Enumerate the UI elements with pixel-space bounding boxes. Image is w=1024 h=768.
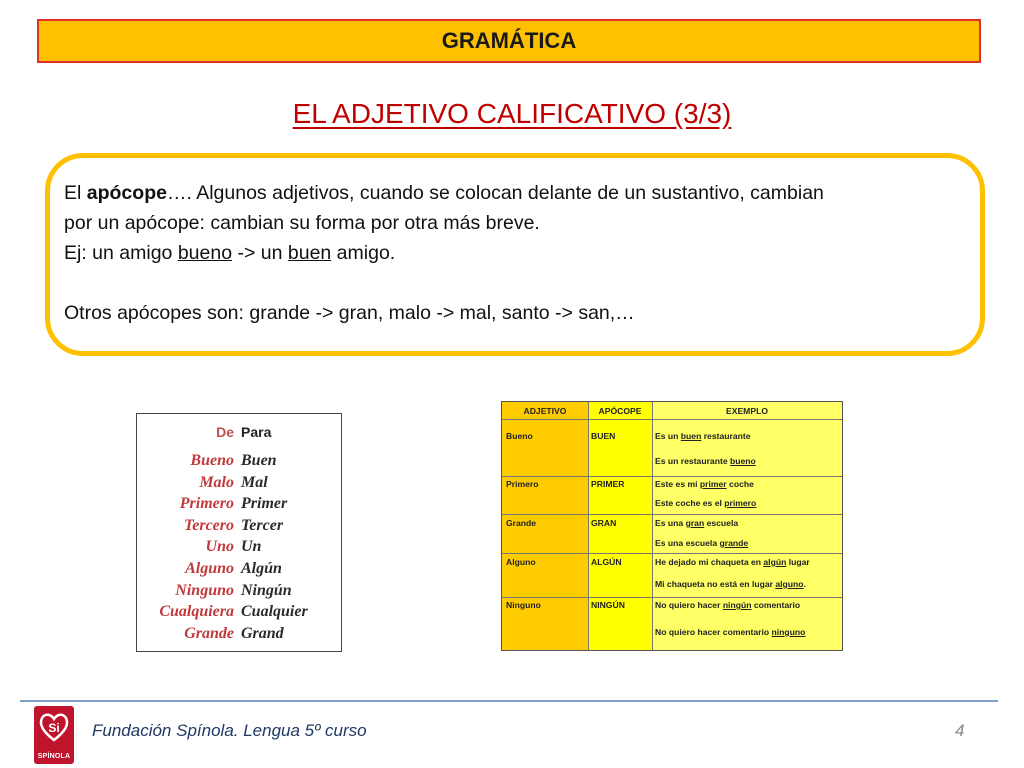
adjetivo-cell: Bueno — [506, 431, 533, 441]
apocope-cell: GRAN — [591, 518, 617, 528]
example-sentence: Este coche es el primero — [655, 498, 757, 508]
apocope-cell: BUEN — [591, 431, 616, 441]
de-para-row — [137, 517, 341, 535]
row-divider — [502, 514, 842, 515]
heart-logo-icon — [34, 706, 74, 746]
example-sentence: Es una gran escuela — [655, 518, 739, 528]
example-sentence: Es un buen restaurante — [655, 431, 751, 441]
de-para-row — [137, 582, 341, 600]
definition-box — [45, 153, 985, 356]
para-cell: Primer — [241, 495, 288, 513]
para-cell: Algún — [241, 560, 282, 577]
apocope-cell: PRIMER — [591, 479, 625, 489]
svg-text:Si: Si — [48, 721, 60, 735]
row-divider — [502, 419, 842, 420]
footer-text: Fundación Spínola. Lengua 5º curso — [92, 721, 367, 740]
para-cell: Un — [241, 538, 262, 556]
apocope-example-table — [501, 401, 843, 651]
page-number: 4 — [955, 721, 965, 740]
apocope-cell: ALGÚN — [591, 557, 622, 567]
fundacion-spinola-logo: Si SPÍNOLA — [34, 706, 74, 764]
row-divider — [502, 553, 842, 554]
banner-label: GRAMÁTICA — [441, 28, 577, 53]
row-divider — [502, 597, 842, 598]
example-table-header: EXEMPLO — [725, 406, 769, 416]
adjetivo-cell: Ninguno — [506, 600, 541, 610]
de-para-row — [137, 625, 341, 643]
para-cell: Buen — [241, 452, 277, 469]
footer-divider — [20, 700, 998, 702]
example-table-header: APÓCOPE — [598, 406, 642, 416]
de-cell: Alguno — [185, 560, 234, 577]
para-header: Para — [241, 424, 272, 440]
de-cell: Tercero — [183, 516, 234, 534]
example-table-header: ADJETIVO — [523, 406, 567, 416]
adjetivo-cell: Grande — [506, 518, 537, 528]
column-divider — [652, 402, 653, 650]
apocope-term: apócope — [86, 182, 167, 204]
de-cell: Malo — [199, 473, 234, 491]
example-line: Ej: un amigo bueno -> un buen amigo. — [64, 242, 396, 264]
example-sentence: He dejado mi chaqueta en algún lugar — [655, 557, 810, 567]
de-cell: Ninguno — [175, 581, 234, 599]
de-cell: Grande — [184, 624, 234, 642]
definition-line-2: por un apócope: cambian su forma por otra más breve. — [64, 212, 540, 234]
row-divider — [502, 476, 842, 477]
para-cell: Mal — [241, 473, 268, 491]
section-banner — [37, 19, 981, 63]
de-cell: Cualquiera — [159, 603, 234, 621]
adjetivo-cell: Alguno — [506, 557, 536, 567]
apocope-cell: NINGÚN — [591, 600, 625, 610]
de-header: De — [216, 424, 234, 440]
other-apocopes-line: Otros apócopes son: grande -> gran, malo -> mal, santo -> san,… — [64, 302, 635, 324]
de-para-row — [137, 474, 341, 492]
de-cell: Uno — [205, 538, 234, 556]
para-cell: Cualquier — [241, 603, 308, 621]
definition-line-1: El apócope…. Algunos adjetivos, cuando se colocan delante de un sustantivo, cambian — [64, 182, 824, 204]
de-cell: Primero — [179, 495, 234, 513]
example-sentence: Es un restaurante bueno — [655, 456, 756, 466]
de-cell: Bueno — [190, 452, 234, 469]
de-para-row — [137, 560, 341, 578]
de-para-header — [137, 424, 341, 440]
column-divider — [588, 402, 589, 650]
example-sentence: No quiero hacer comentario ninguno — [655, 627, 806, 637]
de-para-row — [137, 452, 341, 470]
para-cell: Tercer — [241, 516, 284, 534]
para-cell: Ningún — [241, 581, 292, 599]
example-sentence: No quiero hacer ningún comentario — [655, 600, 801, 610]
example-sentence: Mi chaqueta no está en lugar alguno. — [655, 579, 806, 589]
slide-title: EL ADJETIVO CALIFICATIVO (3/3) — [292, 98, 732, 129]
de-para-row — [137, 603, 341, 621]
example-sentence: Es una escuela grande — [655, 538, 749, 548]
de-para-row — [137, 495, 341, 513]
de-para-table — [136, 413, 342, 652]
adjetivo-cell: Primero — [506, 479, 539, 489]
de-para-row — [137, 538, 341, 556]
example-sentence: Este es mi primer coche — [655, 479, 754, 489]
para-cell: Grand — [241, 624, 284, 642]
